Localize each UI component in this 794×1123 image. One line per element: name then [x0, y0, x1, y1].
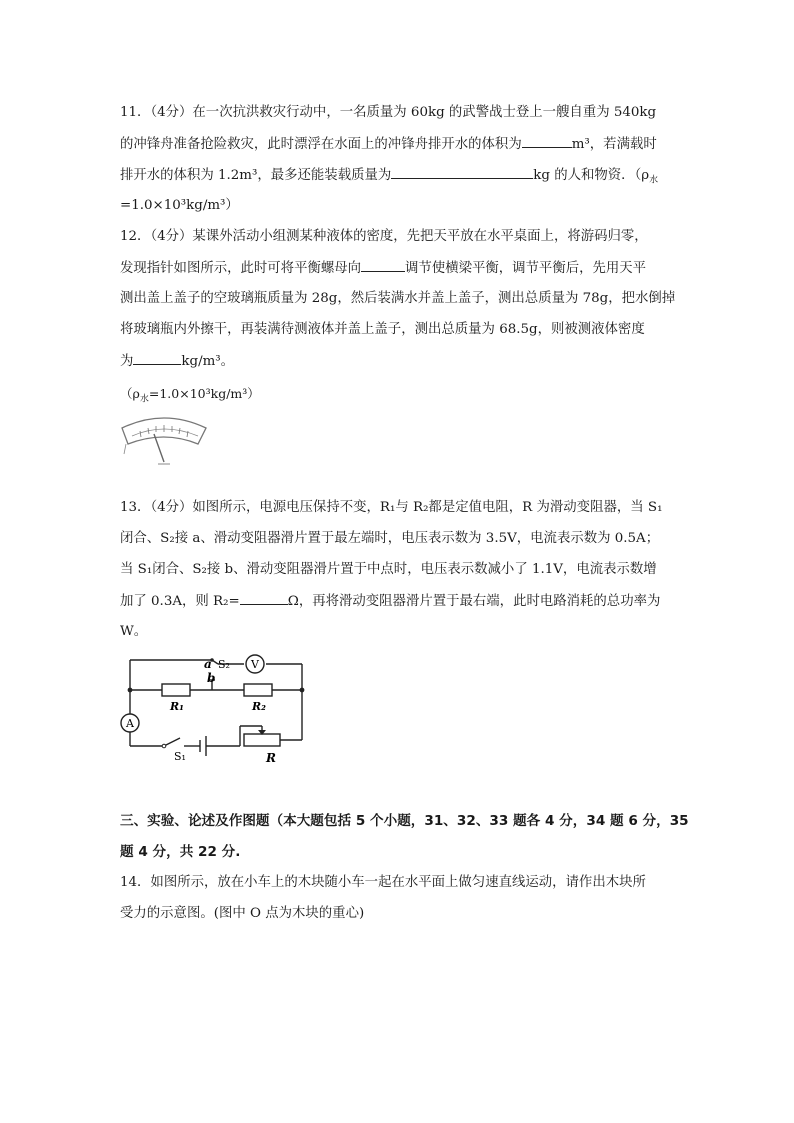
- q11-line-3: [120, 166, 658, 190]
- q11-text: 的冲锋舟准备抢险救灾，此时漂浮在水面上的冲锋舟排开水的体积为: [120, 137, 522, 152]
- rho-water-subscript: 水: [649, 175, 659, 186]
- q14-line-1: 14．如图所示，放在小车上的木块随小车一起在水平面上做匀速直线运动，请作出木块所: [120, 875, 646, 890]
- section-heading-line-1: 三、实验、论述及作图题（本大题包括 5 个小题，31、32、33 题各 4 分，34 题 6 分，35: [120, 813, 689, 829]
- q12-text: kg/m³。: [181, 354, 235, 369]
- q11-line-4: =1.0×10³kg/m³）: [120, 198, 239, 213]
- resistor-r2-label: R₂: [252, 700, 266, 713]
- circuit-diagram: [118, 652, 318, 770]
- q12-line-6: [120, 385, 260, 409]
- q12-line-1: 12．（4分）某课外活动小组测某种液体的密度，先把天平放在水平桌面上，将游码归零，: [120, 229, 648, 244]
- q12-text: 调节使横梁平衡，调节平衡后，先用天平: [405, 261, 647, 276]
- q12-text: =1.0×10³kg/m³）: [148, 386, 260, 401]
- q11-line-1: 11．（4分）在一次抗洪救灾行动中，一名质量为 60kg 的武警战士登上一艘自重为 540kg: [120, 105, 657, 120]
- q12-line-2: [120, 259, 646, 278]
- q13-line-4: [120, 592, 660, 611]
- q11-text: m³，若满载时: [571, 137, 657, 152]
- q13-text: 加了 0.3A，则 R₂=: [120, 594, 240, 609]
- switch-s1-label: S₁: [174, 750, 186, 763]
- q12-line-3: 测出盖上盖子的空玻璃瓶质量为 28g，然后装满水并盖上盖子，测出总质量为 78g，把水倒掉: [120, 291, 676, 306]
- q13-line-1: 13．（4分）如图所示，电源电压保持不变，R₁与 R₂都是定值电阻，R 为滑动变阻器，当 S₁: [120, 500, 663, 515]
- answer-blank[interactable]: [391, 166, 533, 179]
- section-heading-line-2: 题 4 分，共 22 分.: [120, 844, 241, 860]
- terminal-a-label: a: [204, 657, 212, 671]
- q12-line-5: [120, 352, 234, 371]
- q12-text: 为: [120, 354, 134, 369]
- answer-blank[interactable]: [240, 592, 288, 605]
- q12-line-4: 将玻璃瓶内外擦干，再装满待测液体并盖上盖子，测出总质量为 68.5g，则被测液体密度: [120, 322, 645, 337]
- q13-line-2: 闭合、S₂接 a、滑动变阻器滑片置于最左端时，电压表示数为 3.5V，电流表示数为 0.5A；: [120, 531, 660, 546]
- rheostat-r-label: R: [266, 751, 276, 765]
- q12-text: 发现指针如图所示，此时可将平衡螺母向: [120, 261, 362, 276]
- answer-blank[interactable]: [361, 259, 405, 272]
- q11-text: 排开水的体积为 1.2m³，最多还能装载质量为: [120, 168, 392, 183]
- rho-water-subscript: 水: [139, 394, 149, 405]
- terminal-b-label: b: [207, 671, 216, 685]
- q12-text: （ρ: [120, 386, 140, 401]
- q11-line-2: [120, 135, 657, 154]
- q13-line-3: 当 S₁闭合、S₂接 b、滑动变阻器滑片置于中点时，电压表示数减小了 1.1V，电流表示数增: [120, 562, 657, 577]
- switch-s2-label: S₂: [218, 658, 230, 671]
- resistor-r1-label: R₁: [170, 700, 184, 713]
- ammeter-label: A: [126, 717, 134, 730]
- answer-blank[interactable]: [522, 135, 572, 148]
- q11-text: kg 的人和物资．（ρ: [533, 168, 650, 183]
- answer-blank[interactable]: [133, 352, 181, 365]
- q14-line-2: 受力的示意图。(图中 O 点为木块的重心): [120, 906, 365, 921]
- q13-text: Ω，再将滑动变阻器滑片置于最右端，此时电路消耗的总功率为: [287, 594, 661, 609]
- q13-line-5: W。: [120, 624, 148, 639]
- balance-pointer-figure: [118, 414, 210, 472]
- voltmeter-label: V: [251, 658, 259, 671]
